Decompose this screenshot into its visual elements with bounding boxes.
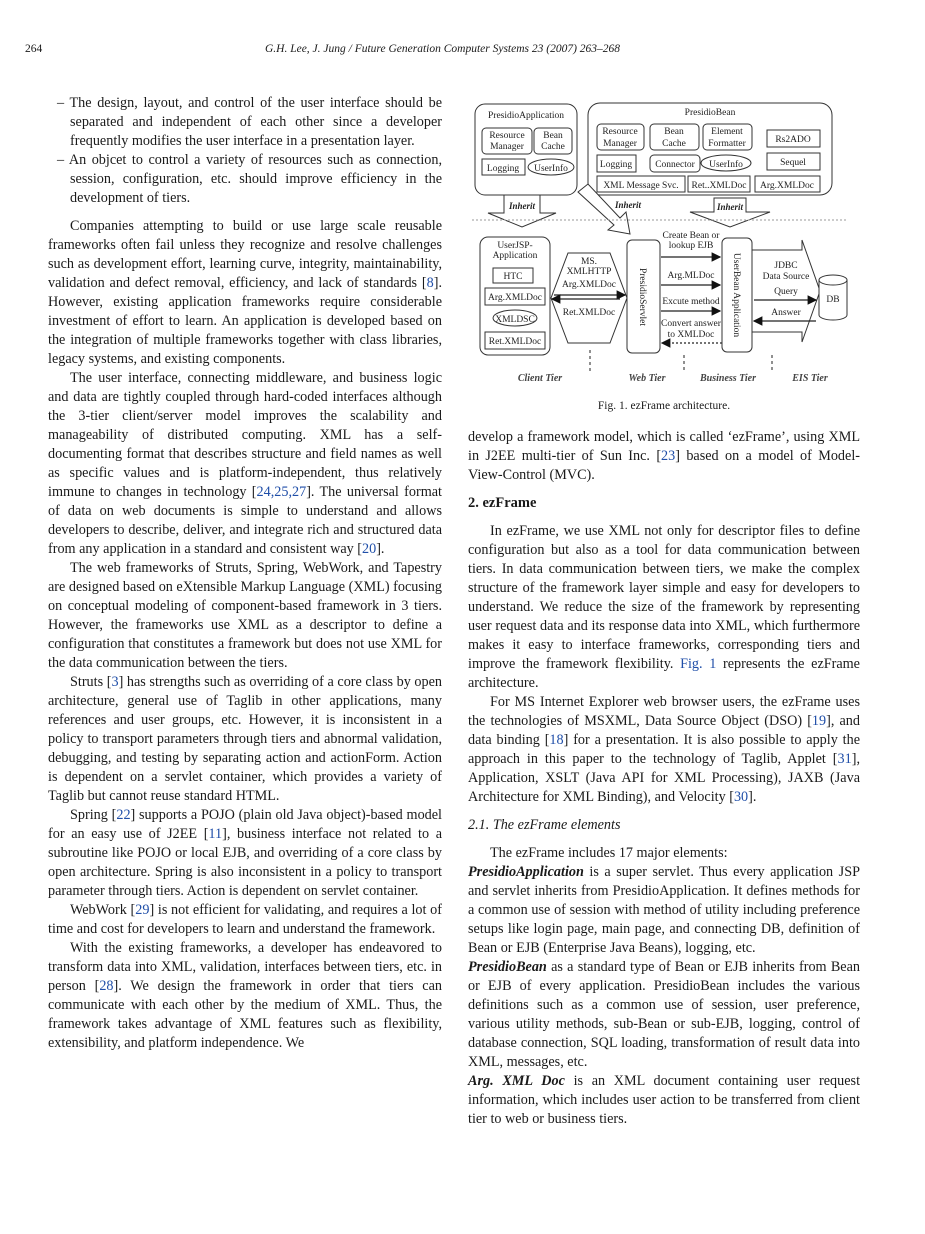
svg-text:Inherit: Inherit [716,202,744,212]
presidio-bean-box [588,103,832,195]
bullet-item: – The design, layout, and control of the user interface should be separated and independent of each other since a developer frequently modifies the user interface in a presentation layer. [57,95,442,149]
svg-text:XMLDSC: XMLDSC [495,315,535,325]
svg-text:HTC: HTC [503,272,523,282]
paragraph [468,522,860,693]
paragraph [468,863,860,958]
text-run: The user interface, connecting middleware, and business logic and data are tightly coupled through hard-coded interfaces although the 3-tier client/server model improves the scalability and manageability of distributed computing. XML has a self-documenting format that describes structure and field names as well as specific values and is platform-independent, thus relatively immune to changes in technology [ [48,370,442,500]
svg-text:Formatter: Formatter [708,139,746,149]
text-run: For MS Internet Explorer web browser users, the ezFrame uses the technologies of MSXML, Data Source Object (DSO) [ [468,694,860,729]
text-run: With the existing frameworks, a developer has endeavored to transform data into XML, validation, interfaces between tiers, etc. in person [ [48,940,442,994]
tier-dividers [590,350,772,372]
paragraph [468,958,860,1072]
business-arrows [661,231,722,343]
citation-link[interactable]: 23 [661,448,676,464]
svg-text:lookup EJB: lookup EJB [668,241,714,251]
tier-label: EIS Tier [792,373,828,384]
ms-xmlhttp-hexagon [551,253,627,343]
svg-text:Connector: Connector [655,160,695,170]
page-number: 264 [25,43,43,55]
svg-text:UserInfo: UserInfo [709,160,743,170]
presidio-servlet-box [627,240,660,353]
database-cylinder [819,275,847,320]
svg-text:Arg.XMLDoc: Arg.XMLDoc [760,181,814,191]
text-run: ] for a presentation. It is also possible to apply the approach in this paper to the technology of Taglib, Applet [ [468,732,860,767]
citation-link[interactable]: 18 [549,732,564,748]
citation-link[interactable]: 11 [208,826,223,842]
paragraph [48,217,442,369]
svg-text:UserBean Application: UserBean Application [731,252,741,338]
left-column [48,94,442,1053]
svg-text:Ret.XMLDoc: Ret.XMLDoc [562,308,616,318]
tier-label: Client Tier [517,373,563,384]
text-run: ] supports a POJO (plain old Java object)-based model for an easy use of J2EE [ [48,807,443,842]
figure-ezframe-architecture [470,100,850,400]
text-run: as a standard type of Bean or EJB inherits from Bean or EJB of every application. PresidioBean includes the various definitions such as a common use of session, user preference, various utility methods, sub-Bean or sub-EJB, logging, control of database connection, SQL loading, transformation of result data into XML, messages, etc. [468,959,860,1070]
term: PresidioBean [468,959,547,975]
paragraph [48,673,442,806]
citation-link[interactable]: 20 [362,541,377,557]
text-run: ], Application, XSLT (Java API for XML Processing), JAXB (Java Architecture for XML Binding), and Velocity [ [468,751,860,805]
svg-text:Data Source: Data Source [762,272,810,282]
citation-link[interactable]: 30 [733,789,749,805]
text-run: is an XML document containing user request information, which includes user action to be transferred from client tier to web or business tiers. [468,1073,861,1127]
term: Arg. XML Doc [468,1073,565,1089]
text-run: In ezFrame, we use XML not only for descriptor files to define configuration but also as a tool for data communication between tiers. In data communication between tiers, we make the complex structure of the framework layer simple and easy for developers to understand. We reduce the size of the framework by representing user request data and its response data into XML, which furthermore makes it easy to interface frameworks, corresponding tiers and improve the framework flexibility. [468,523,860,672]
svg-text:UserInfo: UserInfo [534,164,568,174]
svg-text:Arg.XMLDoc: Arg.XMLDoc [562,280,616,290]
paragraph [48,369,442,559]
text-run: ]. [376,541,385,557]
text-run: is a super servlet. Thus every application JSP and servlet inherits from PresidioApplication. It defines methods for a common use of session with method of utility including preference setups like login page, main page, and connecting DB, definition of Bean or EJB (Enterprise Java Beans), logging, etc. [468,864,860,956]
userbean-application-box [722,238,752,352]
citation-link[interactable]: Fig. 1 [680,656,717,672]
tier-label: Business Tier [699,373,757,384]
svg-text:PresidioBean: PresidioBean [684,108,736,118]
svg-text:DB: DB [826,295,840,305]
right-column [468,428,860,1129]
svg-text:Cache: Cache [662,139,686,149]
svg-text:Ret..XMLDoc: Ret..XMLDoc [691,181,747,191]
svg-text:Arg.MLDoc: Arg.MLDoc [667,271,715,281]
paragraph [468,693,860,807]
svg-text:Arg.XMLDoc: Arg.XMLDoc [488,293,542,303]
term: PresidioApplication [468,864,584,880]
svg-text:UserJSP-: UserJSP- [497,241,533,251]
svg-text:XMLHTTP: XMLHTTP [566,267,612,277]
text-run: ], business interface not related to a subroutine like POJO or local EJB, and overriding of a core class by open architecture. Spring is also inconsistent in a policy to transport parameter through tiers. Action is dependent on servlet container. [48,826,442,899]
citation-link[interactable]: 31 [837,751,852,767]
svg-text:Resource: Resource [489,131,525,141]
text-run: represents the ezFrame architecture. [468,656,860,691]
userjsp-application-box [480,237,550,355]
paragraph [48,939,442,1053]
citation-link[interactable]: 3 [111,674,119,690]
svg-text:Logging: Logging [486,164,520,174]
presidio-application-box [475,104,577,195]
text-run: ]. [748,789,757,805]
svg-text:PresidioApplication: PresidioApplication [488,111,564,121]
citation-link[interactable]: 24,25,27 [256,484,307,500]
svg-text:MS.: MS. [580,257,598,267]
figure-caption: Fig. 1. ezFrame architecture. [597,400,731,412]
section-heading: 2. ezFrame [468,495,537,511]
paragraph [48,806,442,901]
text-run: ] is not efficient for validating, and requires a lot of time and cost for developers to learn and understand the framework. [48,902,442,937]
svg-text:Sequel: Sequel [780,158,806,168]
citation-link[interactable]: 22 [116,807,131,823]
citation-link[interactable]: 29 [135,902,150,918]
svg-text:Answer: Answer [771,308,801,318]
text-run: Companies attempting to build or use large scale reusable frameworks often fail unless they recognize and resolve challenges such as development effort, learning curve, integrity, maintainability, validation and defect removal, efficiency, and lack of standards [ [48,218,442,291]
text-run: Struts [ [70,674,112,690]
bullet-item: – An objcet to control a variety of resources such as connection, session, configuration, etc. should improve efficiency in the development of tiers. [57,152,442,206]
citation-link[interactable]: 28 [99,978,114,994]
svg-text:Ret.XMLDoc: Ret.XMLDoc [488,337,542,347]
svg-text:Application: Application [492,251,538,261]
citation-link[interactable]: 8 [426,275,434,291]
paragraph [468,428,860,485]
svg-text:Resource: Resource [602,127,638,137]
svg-text:PresidioServlet: PresidioServlet [637,267,647,327]
text-run: WebWork [ [70,902,136,918]
svg-text:Cache: Cache [541,142,565,152]
text-run: ]. We design the framework in order that tiers can communicate with each other by the medium of XML. Thus, the framework takes advantage of XML features such as flexibility, extensibility, and platform independence. We [48,978,442,1051]
paragraph [468,1072,860,1129]
svg-text:Query: Query [774,287,798,297]
text-run: ] has strengths such as overriding of a core class by open architecture, general use of Taglib in other applications, many references and user groups, etc. However, it is inconsistent in a policy to transport parameters through tiers and abnormal validation, debugging, and testing by separating action and actionForm. Action is dependent on a servlet container, which provides a variety of Taglib but cannot reuse standard HTML. [48,674,442,804]
paragraph [48,559,442,673]
svg-text:Element: Element [711,127,743,137]
svg-text:XML Message Svc.: XML Message Svc. [603,181,679,191]
svg-text:to XMLDoc: to XMLDoc [667,330,715,340]
text-run: The web frameworks of Struts, Spring, WebWork, and Tapestry are designed based on eXtensible Markup Language (XML) focusing on conceptual modeling of component-based framework in 3 tiers. However, the frameworks use XML as a descriptor to define a configuration that constitutes a framework but does not use XML for the data communication between the tiers. [48,560,442,671]
tier-label: Web Tier [628,373,666,384]
text-run: develop a framework model, which is called ‘ezFrame’, using XML in J2EE multi-tier of Sun Inc. [ [468,429,860,464]
svg-text:Create Bean or: Create Bean or [662,231,720,241]
jdbc-data-source-arrow [752,240,820,342]
svg-text:Manager: Manager [603,139,637,149]
svg-text:Manager: Manager [490,142,524,152]
citation-link[interactable]: 19 [811,713,827,729]
svg-text:Convert answer: Convert answer [661,319,721,329]
text-run: ] based on a model of Model-View-Control (MVC). [468,448,860,483]
text-run: ]. However, existing application frameworks require considerable investment of effort to learn. An application is developed based on the integration of multiple frameworks together with class libraries, legacy systems, and existing components. [48,275,442,367]
paragraph [48,901,442,939]
svg-text:Excute method: Excute method [662,297,720,307]
svg-text:Bean: Bean [543,131,563,141]
svg-text:Bean: Bean [664,127,684,137]
text-run: ]. The universal format of data on web documents is simple to understand and allows developers to describe, deliver, and integrate rich and structured data from any application in a standard and consistent way [ [48,484,442,557]
svg-text:JDBC: JDBC [774,261,798,271]
svg-text:Inherit: Inherit [614,200,642,210]
paragraph: The ezFrame includes 17 major elements: [490,845,728,861]
running-title: G.H. Lee, J. Jung / Future Generation Computer Systems 23 (2007) 263–268 [264,43,621,55]
text-run: ], and data binding [ [468,713,860,748]
svg-text:Inherit: Inherit [508,201,536,211]
text-run: Spring [ [70,807,117,823]
svg-text:Rs2ADO: Rs2ADO [775,135,811,145]
subsection-heading: 2.1. The ezFrame elements [468,817,621,833]
svg-text:Logging: Logging [599,160,633,170]
